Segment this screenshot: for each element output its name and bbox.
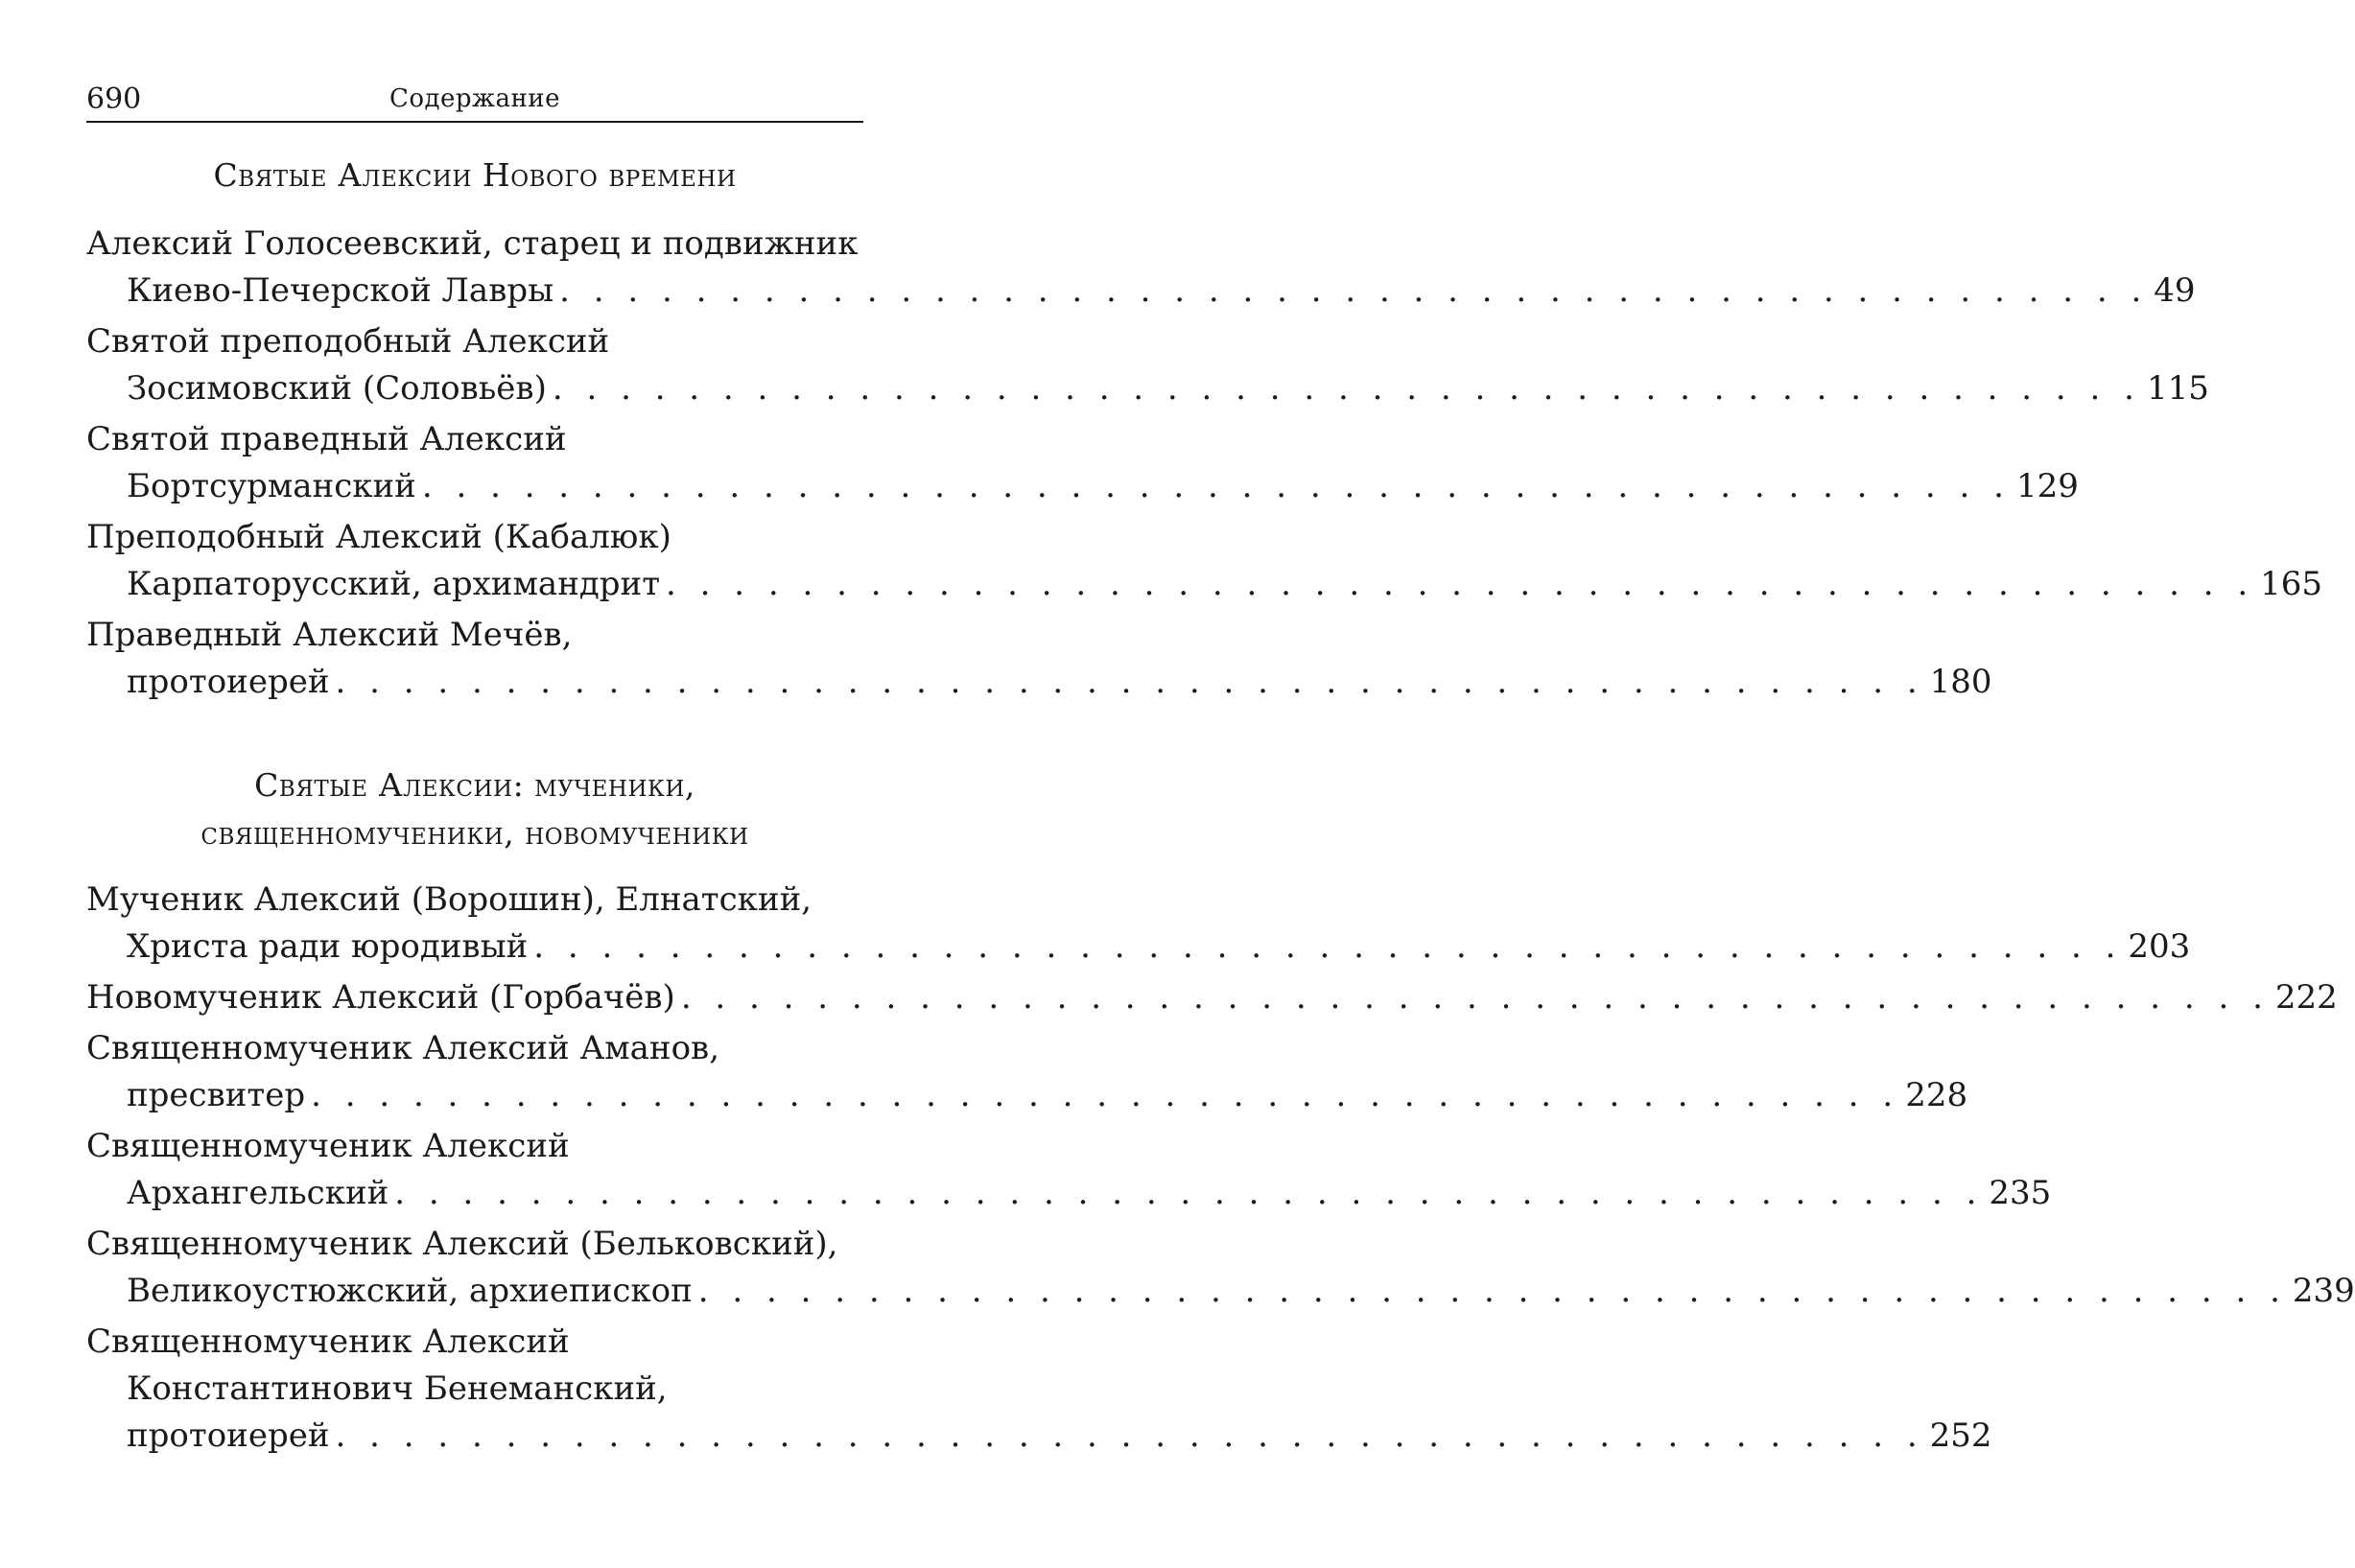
toc-entry[interactable] <box>86 877 2191 971</box>
dot-leader: . . . . . . . . . . . . . . . . . . . . . . . . . . . . . . . . . . . . . . . . . . . . . . . <box>335 1416 1924 1455</box>
toc-page-ref: 115 <box>2146 369 2209 408</box>
dot-leader: . . . . . . . . . . . . . . . . . . . . . . . . . . . . . . . . . . . . . . . . . . . . . . . <box>666 565 2255 603</box>
toc-entry-text: Зосимовский (Соловьёв) <box>127 369 547 408</box>
dot-leader: . . . . . . . . . . . . . . . . . . . . . . . . . . . . . . . . . . . . . . . . . . . . . . . <box>394 1174 1984 1212</box>
toc-page-ref: 165 <box>2260 565 2323 603</box>
toc-entry[interactable] <box>86 1319 1992 1460</box>
section-heading-martyrs <box>86 761 863 857</box>
toc-entry-text: Христа ради юродивый <box>127 927 529 966</box>
toc-page-ref: 228 <box>1905 1076 1968 1114</box>
toc-entry-text: Карпаторусский, архимандрит <box>127 565 661 603</box>
book-page <box>86 77 2355 1463</box>
toc-entry-line: Константинович Бенеманский, <box>127 1369 668 1408</box>
toc-entry[interactable] <box>86 416 2079 510</box>
toc-entry-line: Святой преподобный Алексий <box>86 322 610 361</box>
toc-entry-text: протоиерей <box>127 1416 330 1455</box>
dot-leader: . . . . . . . . . . . . . . . . . . . . . . . . . . . . . . . . . . . . . . . . . . . . . . . <box>552 369 2141 408</box>
dot-leader: . . . . . . . . . . . . . . . . . . . . . . . . . . . . . . . . . . . . . . . . . . . . . . . <box>533 927 2123 966</box>
dot-leader: . . . . . . . . . . . . . . . . . . . . . . . . . . . . . . . . . . . . . . . . . . . . . . . <box>335 663 1924 701</box>
toc-entry[interactable] <box>86 318 2209 412</box>
toc-entry-text: Бортсурманский <box>127 467 416 505</box>
dot-leader: . . . . . . . . . . . . . . . . . . . . . . . . . . . . . . . . . . . . . . . . . . . . . . . <box>559 271 2149 310</box>
toc-entry[interactable] <box>86 1221 2355 1315</box>
toc-entry-last-line <box>86 1170 2052 1217</box>
page-number: 690 <box>86 82 142 116</box>
toc-page-ref: 252 <box>1929 1416 1992 1455</box>
toc-entry-line: Святой праведный Алексий <box>86 420 567 458</box>
toc-entry-text: протоиерей <box>127 663 330 701</box>
toc-entry[interactable] <box>86 221 2196 315</box>
toc-entry-last-line <box>86 1268 2355 1315</box>
toc-entry-line: Священномученик Алексий <box>86 1127 570 1165</box>
toc-entry-line: Священномученик Алексий <box>86 1322 570 1361</box>
toc-page-ref: 180 <box>1929 663 1992 701</box>
toc-entry[interactable] <box>86 1123 2052 1217</box>
toc-entry[interactable] <box>86 612 1992 706</box>
dot-leader: . . . . . . . . . . . . . . . . . . . . . . . . . . . . . . . . . . . . . . . . . . . . . . . <box>680 978 2270 1017</box>
running-head <box>86 77 863 123</box>
section-heading-line: Святые Алексии: мученики, <box>254 766 695 804</box>
toc-entry-text: Великоустюжский, архиепископ <box>127 1272 693 1310</box>
toc-entry-last-line <box>86 924 2191 971</box>
dot-leader: . . . . . . . . . . . . . . . . . . . . . . . . . . . . . . . . . . . . . . . . . . . . . . . <box>311 1076 1900 1114</box>
toc-entry-last-line <box>86 561 2323 608</box>
toc-entry-line: Священномученик Алексий (Бельковский), <box>86 1225 838 1263</box>
toc-entry-last-line <box>86 1072 1968 1119</box>
toc-page-ref: 49 <box>2154 271 2196 310</box>
toc-page-ref: 129 <box>2015 467 2079 505</box>
toc-entry[interactable] <box>86 974 2338 1021</box>
toc-entry-last-line <box>86 974 2338 1021</box>
dot-leader: . . . . . . . . . . . . . . . . . . . . . . . . . . . . . . . . . . . . . . . . . . . . . . . <box>421 467 2011 505</box>
toc-entry-line: Алексий Голосеевский, старец и подвижник <box>86 224 859 263</box>
dot-leader: . . . . . . . . . . . . . . . . . . . . . . . . . . . . . . . . . . . . . . . . . . . . . . . <box>697 1272 2287 1310</box>
toc-entry-last-line <box>86 463 2079 510</box>
toc-entry[interactable] <box>86 514 2323 608</box>
toc-entry-line: Праведный Алексий Мечёв, <box>86 616 573 654</box>
toc-page-ref: 235 <box>1989 1174 2052 1212</box>
toc-page-ref: 222 <box>2274 978 2338 1017</box>
toc-entry-last-line <box>86 365 2209 412</box>
toc-entry-text: Киево-Печерской Лавры <box>127 271 554 310</box>
toc-page-ref: 239 <box>2292 1272 2355 1310</box>
toc-entry-last-line <box>86 659 1992 706</box>
toc-entry-line: Священномученик Алексий Аманов, <box>86 1029 719 1067</box>
toc-entry[interactable] <box>86 1025 1968 1119</box>
running-title: Содержание <box>389 84 561 113</box>
toc-page-ref: 203 <box>2128 927 2191 966</box>
toc-entry-line: Мученик Алексий (Ворошин), Елнатский, <box>86 880 812 919</box>
toc-entry-line: Преподобный Алексий (Кабалюк) <box>86 518 671 556</box>
section-heading-modern-saints: Святые Алексии Нового времени <box>213 156 737 194</box>
toc-entry-last-line <box>86 268 2196 315</box>
toc-entry-last-line <box>86 1413 1992 1460</box>
toc-entry-text: Новомученик Алексий (Горбачёв) <box>86 978 675 1017</box>
toc-entry-text: Архангельский <box>127 1174 389 1212</box>
toc-entry-text: пресвитер <box>127 1076 306 1114</box>
section-heading-line: священномученики, новомученики <box>200 814 749 852</box>
